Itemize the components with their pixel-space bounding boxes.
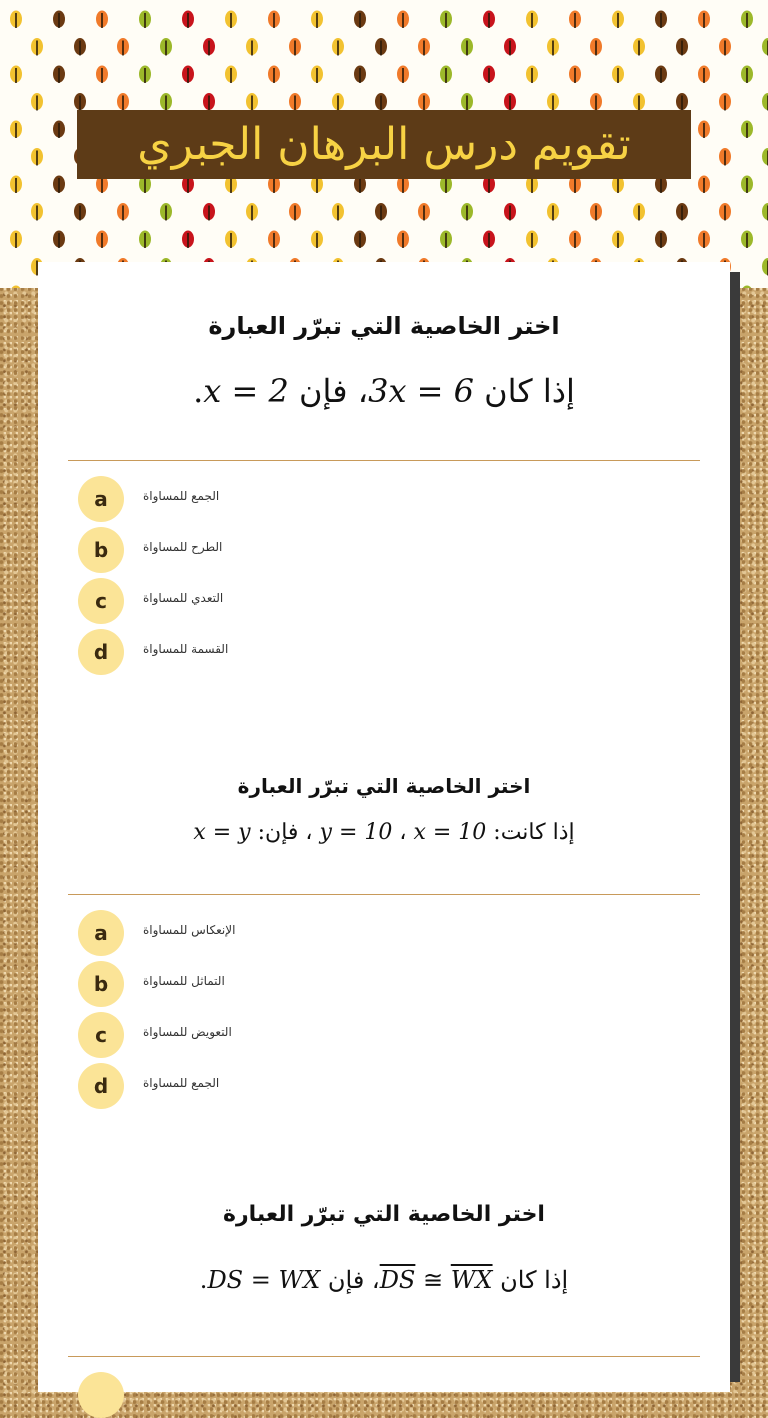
leaf-icon [117, 203, 129, 221]
leaf-icon [655, 11, 667, 29]
leaf-icon [762, 93, 768, 111]
leaf-icon [10, 66, 22, 84]
q1-sep: ، فإن [299, 372, 369, 410]
page-title: تقويم درس البرهان الجبري [137, 119, 631, 170]
q2-given-2: y = 10 [319, 820, 393, 845]
leaf-icon [633, 38, 645, 56]
leaf-icon [397, 11, 409, 29]
leaf-icon [741, 176, 753, 194]
leaf-icon [569, 11, 581, 29]
q3-segment-2: $\overline{WX}$ [450, 1266, 493, 1294]
leaf-icon [203, 38, 215, 56]
leaf-icon [762, 38, 768, 56]
leaf-icon [719, 93, 731, 111]
leaf-icon [504, 93, 516, 111]
leaf-icon [397, 231, 409, 249]
q3-sep: ، فإن [327, 1266, 380, 1294]
leaf-icon [569, 231, 581, 249]
leaf-icon [762, 148, 768, 166]
leaf-icon [74, 38, 86, 56]
leaf-icon [139, 66, 151, 84]
leaf-icon [483, 231, 495, 249]
q1-given: 3x = 6 [368, 372, 474, 410]
leaf-icon [655, 66, 667, 84]
leaf-icon [354, 231, 366, 249]
q1-conclusion: x = 2 [203, 372, 289, 410]
q1-prefix: إذا كان [484, 372, 575, 410]
leaf-icon [289, 38, 301, 56]
q2-choice-b[interactable] [78, 961, 378, 1007]
leaf-icon [117, 93, 129, 111]
leaf-icon [160, 93, 172, 111]
choice-letter-badge: c [78, 578, 124, 624]
leaf-icon [762, 258, 768, 276]
q3-congruence [380, 1266, 493, 1294]
leaf-icon [332, 38, 344, 56]
leaf-icon [139, 231, 151, 249]
leaf-icon [225, 231, 237, 249]
choice-label: الإنعكاس للمساواة [143, 923, 236, 937]
leaf-icon [526, 231, 538, 249]
leaf-icon [203, 203, 215, 221]
choice-letter-badge: a [78, 476, 124, 522]
leaf-icon [31, 203, 43, 221]
choice-label: الجمع للمساواة [143, 1076, 220, 1090]
choice-label: التماثل للمساواة [143, 974, 225, 988]
q2-choice-a[interactable] [78, 910, 378, 956]
choice-letter-badge: b [78, 961, 124, 1007]
leaf-icon [676, 38, 688, 56]
leaf-icon [440, 231, 452, 249]
leaf-icon [483, 66, 495, 84]
leaf-icon [526, 11, 538, 29]
leaf-icon [418, 38, 430, 56]
leaf-icon [569, 66, 581, 84]
leaf-icon [526, 66, 538, 84]
leaf-icon [719, 148, 731, 166]
leaf-icon [547, 93, 559, 111]
q2-given-1: x = 10 [413, 820, 487, 845]
question-1-divider [68, 460, 700, 461]
leaf-icon [440, 11, 452, 29]
leaf-icon [182, 11, 194, 29]
leaf-icon [311, 11, 323, 29]
leaf-icon [698, 121, 710, 139]
question-3-statement [38, 1266, 730, 1294]
q2-choice-c[interactable] [78, 1012, 378, 1058]
leaf-icon [375, 203, 387, 221]
leaf-icon [504, 203, 516, 221]
leaf-icon [31, 38, 43, 56]
leaf-icon [633, 203, 645, 221]
choice-letter-badge: d [78, 1063, 124, 1109]
leaf-icon [741, 231, 753, 249]
leaf-icon [483, 11, 495, 29]
leaf-icon [461, 203, 473, 221]
leaf-icon [10, 121, 22, 139]
leaf-icon [96, 66, 108, 84]
question-3-prompt: اختر الخاصية التي تبرّر العبارة [223, 1202, 545, 1227]
title-box [77, 110, 691, 179]
q1-choice-c[interactable] [78, 578, 378, 624]
question-1-statement [38, 372, 730, 410]
leaf-icon [354, 11, 366, 29]
q1-choice-d[interactable] [78, 629, 378, 675]
q3-prefix: إذا كان [500, 1266, 569, 1294]
leaf-icon [268, 11, 280, 29]
leaf-icon [633, 93, 645, 111]
leaf-icon [354, 66, 366, 84]
q3-choice-a[interactable] [78, 1372, 378, 1418]
choice-letter-badge: d [78, 629, 124, 675]
leaf-icon [74, 93, 86, 111]
leaf-icon [10, 231, 22, 249]
leaf-icon [268, 66, 280, 84]
leaf-icon [268, 231, 280, 249]
leaf-icon [31, 93, 43, 111]
leaf-icon [612, 11, 624, 29]
leaf-icon [590, 93, 602, 111]
q2-choice-d[interactable] [78, 1063, 378, 1109]
leaf-icon [139, 11, 151, 29]
q2-sep-2: ، فإن: [257, 820, 313, 845]
leaf-icon [31, 148, 43, 166]
leaf-icon [762, 203, 768, 221]
leaf-icon [96, 231, 108, 249]
leaf-icon [440, 66, 452, 84]
leaf-icon [698, 11, 710, 29]
question-3-divider [68, 1356, 700, 1357]
leaf-icon [311, 231, 323, 249]
choice-label: التعدي للمساواة [143, 591, 224, 605]
leaf-icon [741, 121, 753, 139]
leaf-icon [160, 38, 172, 56]
leaf-icon [53, 66, 65, 84]
leaf-icon [117, 38, 129, 56]
leaf-icon [289, 203, 301, 221]
leaf-icon [10, 11, 22, 29]
leaf-icon [719, 38, 731, 56]
leaf-icon [612, 231, 624, 249]
leaf-icon [590, 38, 602, 56]
leaf-icon [547, 38, 559, 56]
leaf-icon [332, 93, 344, 111]
leaf-icon [741, 286, 753, 289]
leaf-icon [504, 38, 516, 56]
q2-conclusion: x = y [193, 820, 251, 845]
choice-letter-badge: c [78, 1012, 124, 1058]
leaf-icon [10, 286, 22, 289]
leaf-icon [461, 93, 473, 111]
leaf-icon [246, 38, 258, 56]
choice-label: التعويض للمساواة [143, 1025, 232, 1039]
leaf-icon [719, 203, 731, 221]
leaf-icon [547, 203, 559, 221]
choice-letter-badge: b [78, 527, 124, 573]
leaf-icon [74, 203, 86, 221]
leaf-icon [225, 66, 237, 84]
leaf-icon [246, 93, 258, 111]
leaf-icon [160, 203, 172, 221]
leaf-icon [289, 93, 301, 111]
leaf-icon [53, 231, 65, 249]
question-1-prompt: اختر الخاصية التي تبرّر العبارة [208, 312, 560, 340]
leaf-icon [655, 231, 667, 249]
leaf-icon [246, 203, 258, 221]
leaf-icon [53, 11, 65, 29]
leaf-icon [375, 93, 387, 111]
leaf-icon [418, 203, 430, 221]
leaf-icon [698, 176, 710, 194]
leaf-icon [741, 11, 753, 29]
leaf-icon [676, 203, 688, 221]
leaf-icon [698, 66, 710, 84]
leaf-icon [332, 203, 344, 221]
q3-conclusion: DS = WX [207, 1266, 321, 1294]
leaf-icon [461, 38, 473, 56]
header-banner [0, 0, 768, 288]
leaf-icon [203, 93, 215, 111]
leaf-icon [375, 38, 387, 56]
choice-label: الجمع للمساواة [143, 489, 220, 503]
leaf-icon [53, 121, 65, 139]
choice-label: الطرح للمساواة [143, 540, 223, 554]
choice-label: القسمة للمساواة [143, 642, 229, 656]
choice-letter-badge: a [78, 910, 124, 956]
leaf-icon [676, 93, 688, 111]
q2-prefix: إذا كانت: [493, 820, 575, 845]
leaf-icon [397, 66, 409, 84]
leaf-icon [182, 231, 194, 249]
leaf-icon [590, 203, 602, 221]
leaf-icon [612, 66, 624, 84]
card-shadow [730, 272, 740, 1382]
leaf-icon [225, 11, 237, 29]
question-2-prompt: اختر الخاصية التي تبرّر العبارة [237, 774, 531, 798]
q2-sep-1: ، [399, 820, 407, 845]
leaf-icon [418, 93, 430, 111]
question-2-statement [38, 820, 730, 845]
leaf-icon [96, 11, 108, 29]
leaf-icon [698, 231, 710, 249]
q1-choice-a[interactable] [78, 476, 378, 522]
q1-choice-b[interactable] [78, 527, 378, 573]
leaf-icon [741, 66, 753, 84]
q3-end: . [199, 1266, 208, 1294]
q3-cong-symbol: ≅ [423, 1266, 444, 1294]
question-2-divider [68, 894, 700, 895]
leaf-icon [53, 176, 65, 194]
choice-letter-badge [78, 1372, 124, 1418]
q3-segment-1: $\overline{DS}$ [379, 1266, 416, 1294]
leaf-icon [10, 176, 22, 194]
leaf-icon [311, 66, 323, 84]
worksheet-card [38, 262, 730, 1392]
leaf-icon [182, 66, 194, 84]
q1-end: . [193, 372, 204, 410]
